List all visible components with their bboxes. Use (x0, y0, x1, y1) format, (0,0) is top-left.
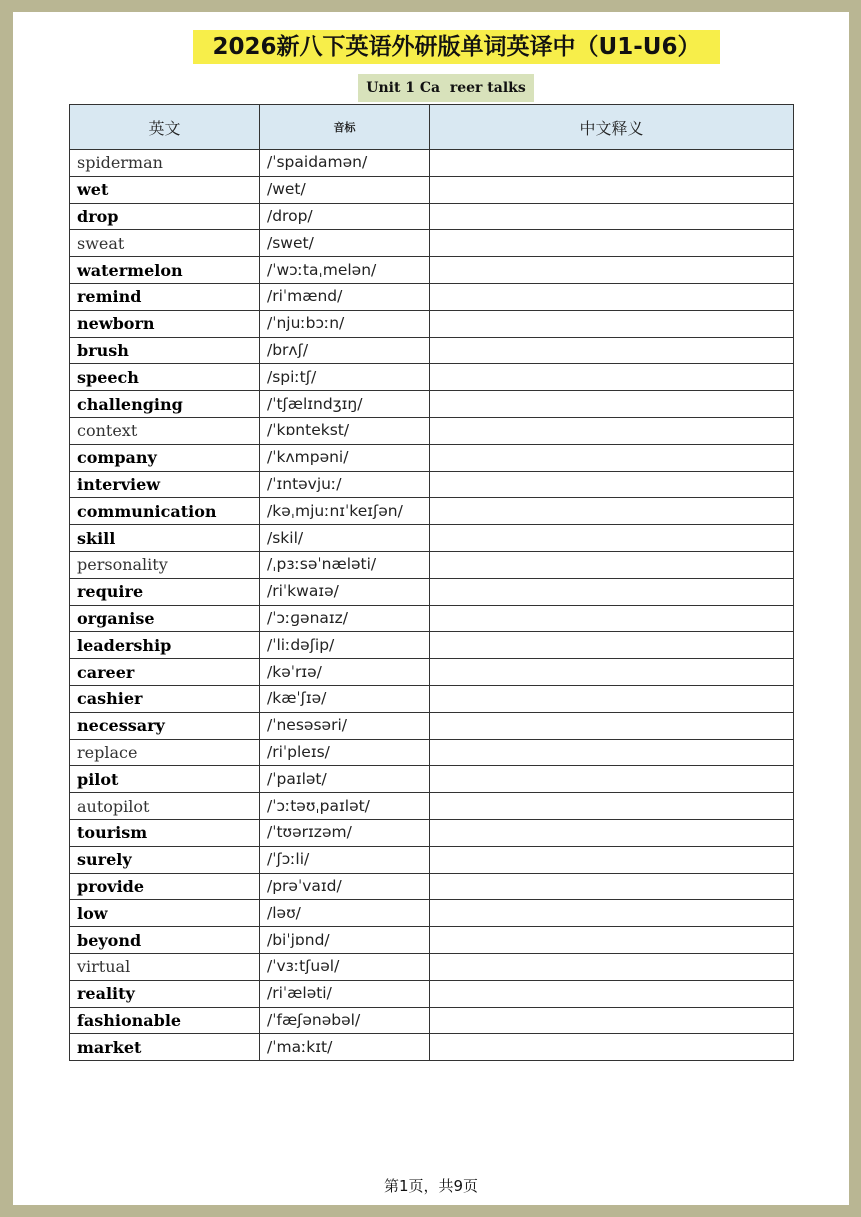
table-row (70, 203, 794, 230)
chinese-meaning-cell (430, 578, 794, 605)
english-word: pilot (70, 766, 260, 793)
table-row (70, 417, 794, 444)
chinese-meaning-cell (430, 846, 794, 873)
english-word: company (70, 444, 260, 471)
phonetic: /ˈnjuːbɔːn/ (260, 310, 430, 337)
english-word: require (70, 578, 260, 605)
table-row (70, 391, 794, 418)
phonetic: /riˈkwaɪə/ (260, 578, 430, 605)
table-row (70, 498, 794, 525)
phonetic: /ˌpɜːsəˈnæləti/ (260, 551, 430, 578)
chinese-meaning-cell (430, 176, 794, 203)
english-word: drop (70, 203, 260, 230)
chinese-meaning-cell (430, 283, 794, 310)
phonetic: /riˈæləti/ (260, 980, 430, 1007)
phonetic: /riˈpleɪs/ (260, 739, 430, 766)
table-row (70, 444, 794, 471)
table-row (70, 1007, 794, 1034)
header-phonetic: 音标 (260, 105, 430, 150)
phonetic: /skil/ (260, 525, 430, 552)
english-word: cashier (70, 685, 260, 712)
chinese-meaning-cell (430, 150, 794, 177)
english-word: brush (70, 337, 260, 364)
phonetic: /drop/ (260, 203, 430, 230)
chinese-meaning-cell (430, 712, 794, 739)
table-row (70, 578, 794, 605)
table-row (70, 953, 794, 980)
chinese-meaning-cell (430, 900, 794, 927)
chinese-meaning-cell (430, 310, 794, 337)
table-row (70, 900, 794, 927)
chinese-meaning-cell (430, 659, 794, 686)
chinese-meaning-cell (430, 337, 794, 364)
table-row (70, 980, 794, 1007)
phonetic: /riˈmænd/ (260, 283, 430, 310)
english-word: necessary (70, 712, 260, 739)
phonetic: /ˈɔːtəʊˌpaɪlət/ (260, 793, 430, 820)
table-row (70, 819, 794, 846)
chinese-meaning-cell (430, 819, 794, 846)
chinese-meaning-cell (430, 953, 794, 980)
english-word: skill (70, 525, 260, 552)
chinese-meaning-cell (430, 364, 794, 391)
english-word: autopilot (70, 793, 260, 820)
table-row (70, 766, 794, 793)
chinese-meaning-cell (430, 203, 794, 230)
chinese-meaning-cell (430, 632, 794, 659)
table-row (70, 283, 794, 310)
phonetic: /ˈliːdəʃip/ (260, 632, 430, 659)
table-body (70, 150, 794, 1061)
phonetic: /prəˈvaɪd/ (260, 873, 430, 900)
chinese-meaning-cell (430, 525, 794, 552)
table-row (70, 257, 794, 284)
document-page (13, 12, 849, 1205)
table-row (70, 471, 794, 498)
table-header-row (70, 105, 794, 150)
chinese-meaning-cell (430, 417, 794, 444)
table-row (70, 525, 794, 552)
phonetic: /biˈjɒnd/ (260, 927, 430, 954)
table-row (70, 659, 794, 686)
english-word: reality (70, 980, 260, 1007)
phonetic: /ləʊ/ (260, 900, 430, 927)
chinese-meaning-cell (430, 739, 794, 766)
english-word: surely (70, 846, 260, 873)
table-row (70, 712, 794, 739)
chinese-meaning-cell (430, 980, 794, 1007)
table-row (70, 310, 794, 337)
page-title: 2026新八下英语外研版单词英译中（U1-U6） (193, 30, 720, 64)
phonetic: /brʌʃ/ (260, 337, 430, 364)
phonetic: /ˈɔːɡənaɪz/ (260, 605, 430, 632)
chinese-meaning-cell (430, 551, 794, 578)
table-row (70, 1034, 794, 1061)
english-word: newborn (70, 310, 260, 337)
table-row (70, 605, 794, 632)
phonetic: /wet/ (260, 176, 430, 203)
english-word: tourism (70, 819, 260, 846)
table-row (70, 176, 794, 203)
phonetic: /spiːtʃ/ (260, 364, 430, 391)
chinese-meaning-cell (430, 685, 794, 712)
chinese-meaning-cell (430, 230, 794, 257)
english-word: challenging (70, 391, 260, 418)
phonetic: /ˈvɜːtʃuəl/ (260, 953, 430, 980)
phonetic: /ˈpaɪlət/ (260, 766, 430, 793)
english-word: remind (70, 283, 260, 310)
chinese-meaning-cell (430, 1034, 794, 1061)
english-word: virtual (70, 953, 260, 980)
english-word: watermelon (70, 257, 260, 284)
phonetic: /ˈʃɔːli/ (260, 846, 430, 873)
table-row (70, 685, 794, 712)
chinese-meaning-cell (430, 498, 794, 525)
phonetic: /ˈnesəsəri/ (260, 712, 430, 739)
vocabulary-table (69, 104, 794, 1061)
phonetic: /ˈkʌmpəni/ (260, 444, 430, 471)
english-word: personality (70, 551, 260, 578)
chinese-meaning-cell (430, 605, 794, 632)
table-row (70, 793, 794, 820)
english-word: sweat (70, 230, 260, 257)
unit-heading: Unit 1 Ca reer talks (358, 74, 534, 102)
chinese-meaning-cell (430, 927, 794, 954)
phonetic: /ˈspaidamən/ (260, 150, 430, 177)
english-word: provide (70, 873, 260, 900)
chinese-meaning-cell (430, 873, 794, 900)
phonetic: /ˈwɔːtaˌmelən/ (260, 257, 430, 284)
table-row (70, 846, 794, 873)
phonetic: /kəˈrɪə/ (260, 659, 430, 686)
phonetic: /swet/ (260, 230, 430, 257)
table-row (70, 927, 794, 954)
header-english: 英文 (70, 105, 260, 150)
table-row (70, 150, 794, 177)
chinese-meaning-cell (430, 444, 794, 471)
chinese-meaning-cell (430, 391, 794, 418)
chinese-meaning-cell (430, 1007, 794, 1034)
chinese-meaning-cell (430, 471, 794, 498)
table-row (70, 364, 794, 391)
english-word: market (70, 1034, 260, 1061)
english-word: career (70, 659, 260, 686)
table-row (70, 230, 794, 257)
phonetic: /ˈfæʃənəbəl/ (260, 1007, 430, 1034)
english-word: wet (70, 176, 260, 203)
phonetic: /ˈkɒntekst/ (260, 417, 430, 444)
english-word: replace (70, 739, 260, 766)
phonetic: /ˈɪntəvjuː/ (260, 471, 430, 498)
table-row (70, 873, 794, 900)
phonetic: /ˈtʃælɪndʒɪŋ/ (260, 391, 430, 418)
english-word: speech (70, 364, 260, 391)
phonetic: /ˈmaːkɪt/ (260, 1034, 430, 1061)
english-word: fashionable (70, 1007, 260, 1034)
header-chinese: 中文释义 (430, 105, 794, 150)
table-row (70, 739, 794, 766)
english-word: communication (70, 498, 260, 525)
phonetic: /ˈtʊərɪzəm/ (260, 819, 430, 846)
chinese-meaning-cell (430, 766, 794, 793)
page-number: 第1页，共9页 (383, 1177, 479, 1195)
english-word: beyond (70, 927, 260, 954)
english-word: spiderman (70, 150, 260, 177)
english-word: interview (70, 471, 260, 498)
chinese-meaning-cell (430, 793, 794, 820)
table-row (70, 551, 794, 578)
table-row (70, 632, 794, 659)
english-word: leadership (70, 632, 260, 659)
english-word: organise (70, 605, 260, 632)
english-word: low (70, 900, 260, 927)
phonetic: /kæˈʃɪə/ (260, 685, 430, 712)
chinese-meaning-cell (430, 257, 794, 284)
table-row (70, 337, 794, 364)
english-word: context (70, 417, 260, 444)
phonetic: /kəˌmjuːnɪˈkeɪʃən/ (260, 498, 430, 525)
